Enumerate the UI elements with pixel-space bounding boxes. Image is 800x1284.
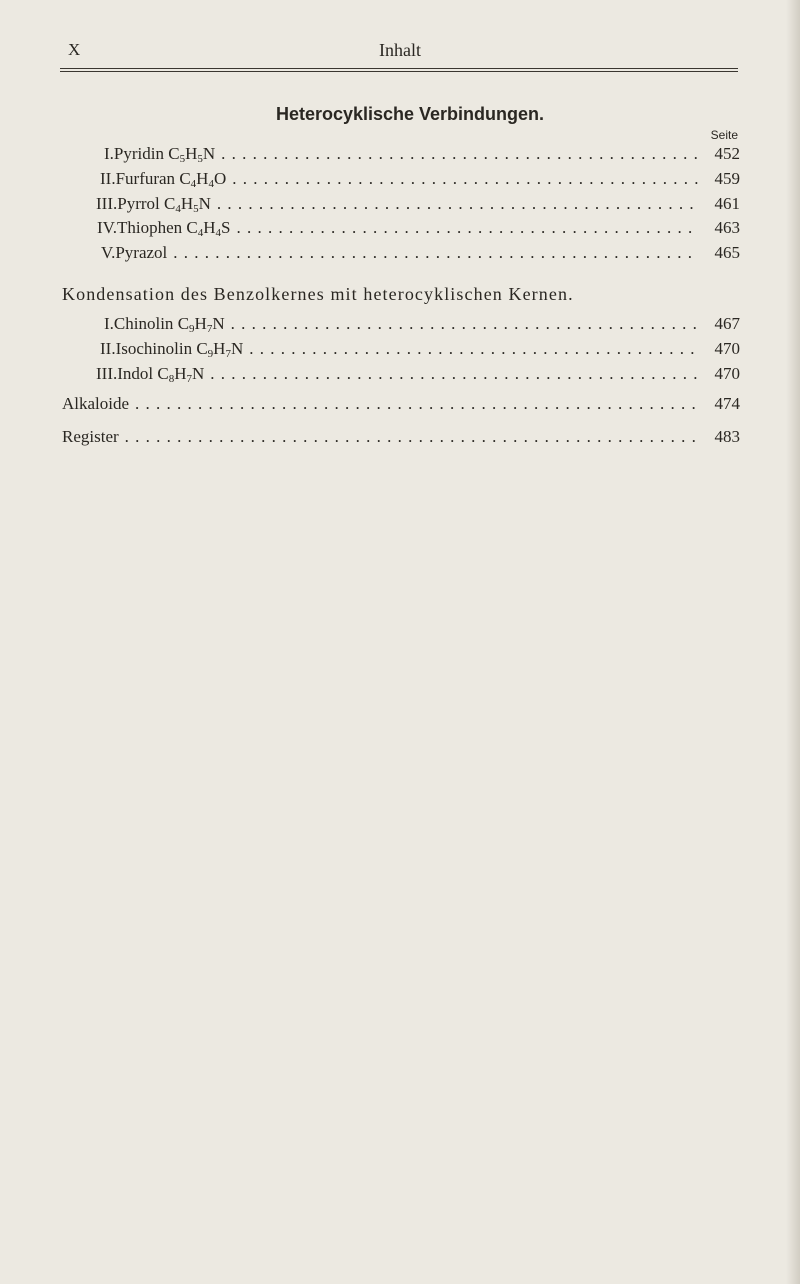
header-rule <box>60 68 738 69</box>
subsection-title: Kondensation des Benzolkernes mit heterocyklischen Kernen. <box>62 284 574 304</box>
entry-numeral: I. <box>104 314 114 333</box>
entry-page: 452 <box>714 144 740 163</box>
entry-title: Pyrazol <box>115 243 168 262</box>
entry-title: Thiophen $C_4H_4S$ <box>117 218 231 239</box>
toc-entry[interactable] <box>62 394 740 418</box>
entry-page: 463 <box>714 218 740 237</box>
entry-title: Pyrrol $C_4H_5N$ <box>117 194 211 215</box>
entry-page: 467 <box>714 314 740 333</box>
entry-page: 470 <box>714 339 740 358</box>
dot-leader <box>135 394 698 414</box>
entry-numeral: IV. <box>97 218 117 237</box>
dot-leader <box>210 364 698 384</box>
entry-page: 459 <box>714 169 740 188</box>
dot-leader <box>217 194 698 214</box>
toc-entry[interactable] <box>96 364 740 388</box>
entry-page: 483 <box>714 427 740 446</box>
entry-title: Isochinolin $C_9H_7N$ <box>115 339 244 360</box>
dot-leader <box>173 243 698 263</box>
entry-title: Furfuran $C_4H_4O$ <box>115 169 227 190</box>
entry-numeral: II. <box>100 169 116 188</box>
page-header <box>60 40 740 64</box>
dot-leader <box>125 427 698 447</box>
entry-title: Register <box>62 427 119 446</box>
toc-entry[interactable] <box>101 243 740 267</box>
toc-entry[interactable] <box>104 314 740 338</box>
toc-entry[interactable] <box>96 194 740 218</box>
toc-entry[interactable] <box>97 218 740 242</box>
toc-entry[interactable] <box>62 427 740 451</box>
entry-title: Indol $C_8H_7N$ <box>117 364 205 385</box>
entry-title: Pyridin $C_5H_5N$ <box>113 144 216 165</box>
dot-leader <box>249 339 698 359</box>
entry-page: 470 <box>714 364 740 383</box>
entry-page: 474 <box>714 394 740 413</box>
toc-entry[interactable] <box>100 339 740 363</box>
entry-title: Chinolin $C_9H_7N$ <box>113 314 225 335</box>
entry-numeral: II. <box>100 339 116 358</box>
toc-entry[interactable] <box>104 144 740 168</box>
dot-leader <box>221 144 698 164</box>
page-column-label: Seite <box>710 128 738 142</box>
entry-numeral: III. <box>96 364 118 383</box>
dot-leader <box>237 218 699 238</box>
entry-page: 461 <box>714 194 740 213</box>
entry-numeral: I. <box>104 144 114 163</box>
toc-entry[interactable] <box>100 169 740 193</box>
dot-leader <box>232 169 698 189</box>
running-title: Inhalt <box>379 40 421 60</box>
header-rule-secondary <box>60 71 738 72</box>
entry-page: 465 <box>714 243 740 262</box>
entry-numeral: III. <box>96 194 118 213</box>
dot-leader <box>231 314 698 334</box>
section-title: Heterocyklische Verbindungen. <box>275 104 545 124</box>
entry-numeral: V. <box>101 243 116 262</box>
entry-title: Alkaloide <box>62 394 130 413</box>
page-edge-shadow <box>786 0 800 1284</box>
page-number: X <box>68 40 81 59</box>
